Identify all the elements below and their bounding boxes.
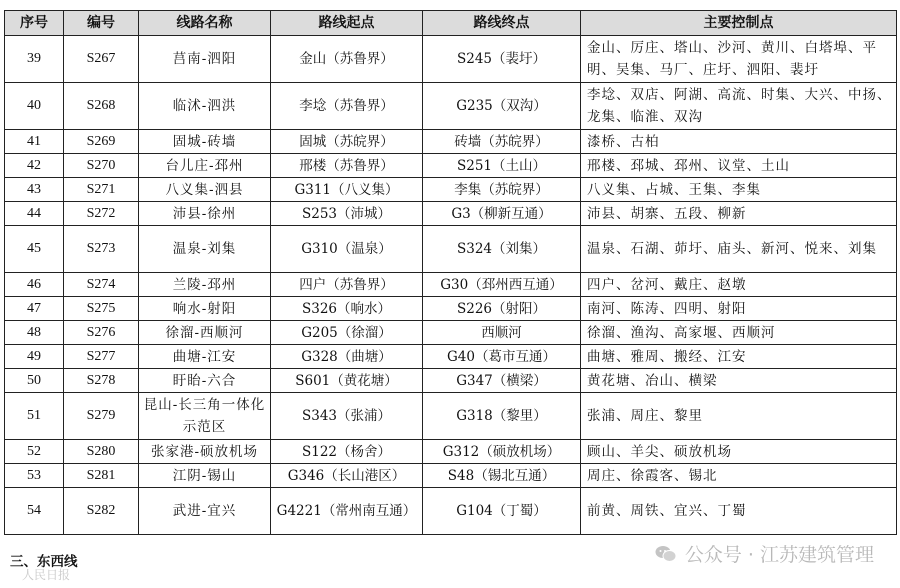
cell-name: 武进-宜兴 — [139, 488, 271, 535]
cell-name: 固城-砖墙 — [139, 130, 271, 154]
cell-seq: 39 — [5, 36, 64, 83]
cell-start: 邢楼（苏鲁界） — [271, 154, 423, 178]
cell-name: 温泉-刘集 — [139, 226, 271, 273]
cell-end: 西顺河 — [423, 321, 581, 345]
header-start: 路线起点 — [271, 11, 423, 36]
header-name: 线路名称 — [139, 11, 271, 36]
cell-end: G40（葛市互通） — [423, 345, 581, 369]
cell-seq: 47 — [5, 297, 64, 321]
cell-start: S122（杨舍） — [271, 440, 423, 464]
cell-seq: 51 — [5, 393, 64, 440]
cell-start: S601（黄花塘） — [271, 369, 423, 393]
cell-points: 金山、厉庄、塔山、沙河、黄川、白塔埠、平明、吴集、马厂、庄圩、泗阳、裴圩 — [581, 36, 897, 83]
cell-end: G104（丁蜀） — [423, 488, 581, 535]
cell-points: 漆桥、古柏 — [581, 130, 897, 154]
watermark-text: 公众号 · 江苏建筑管理 — [684, 544, 874, 566]
table-row — [5, 297, 897, 321]
header-end: 路线终点 — [423, 11, 581, 36]
cell-seq: 54 — [5, 488, 64, 535]
cell-code: S280 — [64, 440, 139, 464]
cell-start: G4221（常州南互通） — [271, 488, 423, 535]
cell-name: 台儿庄-邳州 — [139, 154, 271, 178]
cell-points: 南河、陈涛、四明、射阳 — [581, 297, 897, 321]
cell-points: 徐溜、渔沟、高家堰、西顺河 — [581, 321, 897, 345]
table-row — [5, 202, 897, 226]
cell-code: S268 — [64, 83, 139, 130]
cell-name: 盱眙-六合 — [139, 369, 271, 393]
cell-start: 四户（苏鲁界） — [271, 273, 423, 297]
cell-start: S343（张浦） — [271, 393, 423, 440]
cell-name: 江阴-锡山 — [139, 464, 271, 488]
table-row — [5, 226, 897, 273]
table-header-row — [5, 11, 897, 36]
cell-end: G347（横梁） — [423, 369, 581, 393]
cell-code: S281 — [64, 464, 139, 488]
cell-end: S48（锡北互通） — [423, 464, 581, 488]
cell-end: 砖墙（苏皖界） — [423, 130, 581, 154]
cell-name: 响水-射阳 — [139, 297, 271, 321]
cell-end: S324（刘集） — [423, 226, 581, 273]
table-row — [5, 83, 897, 130]
cell-points: 前黄、周铁、宜兴、丁蜀 — [581, 488, 897, 535]
cell-points: 八义集、占城、王集、李集 — [581, 178, 897, 202]
cell-points: 周庄、徐霞客、锡北 — [581, 464, 897, 488]
table-row — [5, 440, 897, 464]
cell-code: S282 — [64, 488, 139, 535]
cell-seq: 42 — [5, 154, 64, 178]
table-row — [5, 393, 897, 440]
cell-end: S245（裴圩） — [423, 36, 581, 83]
table-row — [5, 321, 897, 345]
cell-code: S275 — [64, 297, 139, 321]
cell-code: S272 — [64, 202, 139, 226]
table-row — [5, 130, 897, 154]
cell-points: 沛县、胡寨、五段、柳新 — [581, 202, 897, 226]
cell-start: S326（响水） — [271, 297, 423, 321]
cell-start: G346（长山港区） — [271, 464, 423, 488]
cell-start: 固城（苏皖界） — [271, 130, 423, 154]
cell-code: S276 — [64, 321, 139, 345]
cell-seq: 43 — [5, 178, 64, 202]
cell-code: S278 — [64, 369, 139, 393]
cell-name: 沛县-徐州 — [139, 202, 271, 226]
cell-name: 徐溜-西顺河 — [139, 321, 271, 345]
table-row — [5, 345, 897, 369]
cell-start: S253（沛城） — [271, 202, 423, 226]
cell-seq: 46 — [5, 273, 64, 297]
cell-points: 温泉、石湖、茆圩、庙头、新河、悦来、刘集 — [581, 226, 897, 273]
cell-start: G328（曲塘） — [271, 345, 423, 369]
cell-end: G235（双沟） — [423, 83, 581, 130]
cell-end: S226（射阳） — [423, 297, 581, 321]
cell-name: 曲塘-江安 — [139, 345, 271, 369]
cell-seq: 50 — [5, 369, 64, 393]
cell-start: G311（八义集） — [271, 178, 423, 202]
cell-points: 顾山、羊尖、硕放机场 — [581, 440, 897, 464]
cell-seq: 48 — [5, 321, 64, 345]
cell-name: 昆山-长三角一体化示范区 — [139, 393, 271, 440]
table-row — [5, 464, 897, 488]
wechat-icon — [655, 545, 677, 563]
cell-points: 张浦、周庄、黎里 — [581, 393, 897, 440]
cell-points: 四户、岔河、戴庄、赵墩 — [581, 273, 897, 297]
cell-end: G30（邳州西互通） — [423, 273, 581, 297]
table-row — [5, 273, 897, 297]
cell-code: S269 — [64, 130, 139, 154]
cell-points: 曲塘、雅周、搬经、江安 — [581, 345, 897, 369]
cell-start: 金山（苏鲁界） — [271, 36, 423, 83]
route-table — [4, 10, 897, 535]
cell-code: S267 — [64, 36, 139, 83]
corner-watermark: 人民日报 — [22, 568, 71, 582]
watermark — [655, 540, 874, 567]
cell-end: G318（黎里） — [423, 393, 581, 440]
cell-seq: 44 — [5, 202, 64, 226]
cell-code: S270 — [64, 154, 139, 178]
cell-points: 李埝、双店、阿湖、高流、时集、大兴、中扬、龙集、临淮、双沟 — [581, 83, 897, 130]
cell-name: 莒南-泗阳 — [139, 36, 271, 83]
section-title: 三、东西线 — [10, 554, 78, 570]
table-row — [5, 178, 897, 202]
cell-points: 黄花塘、冶山、横梁 — [581, 369, 897, 393]
header-code: 编号 — [64, 11, 139, 36]
table-row — [5, 369, 897, 393]
header-points: 主要控制点 — [581, 11, 897, 36]
cell-name: 临沭-泗洪 — [139, 83, 271, 130]
cell-seq: 45 — [5, 226, 64, 273]
cell-seq: 53 — [5, 464, 64, 488]
cell-seq: 40 — [5, 83, 64, 130]
cell-code: S279 — [64, 393, 139, 440]
cell-name: 张家港-硕放机场 — [139, 440, 271, 464]
cell-end: G312（硕放机场） — [423, 440, 581, 464]
cell-end: G3（柳新互通） — [423, 202, 581, 226]
cell-points: 邢楼、邳城、邳州、议堂、土山 — [581, 154, 897, 178]
table-row — [5, 36, 897, 83]
cell-code: S273 — [64, 226, 139, 273]
cell-name: 八义集-泗县 — [139, 178, 271, 202]
cell-start: G310（温泉） — [271, 226, 423, 273]
cell-start: G205（徐溜） — [271, 321, 423, 345]
table-row — [5, 154, 897, 178]
cell-code: S271 — [64, 178, 139, 202]
cell-start: 李埝（苏鲁界） — [271, 83, 423, 130]
cell-seq: 49 — [5, 345, 64, 369]
cell-code: S277 — [64, 345, 139, 369]
cell-end: 李集（苏皖界） — [423, 178, 581, 202]
cell-end: S251（土山） — [423, 154, 581, 178]
table-row — [5, 488, 897, 535]
cell-code: S274 — [64, 273, 139, 297]
cell-seq: 41 — [5, 130, 64, 154]
cell-name: 兰陵-邳州 — [139, 273, 271, 297]
header-seq: 序号 — [5, 11, 64, 36]
cell-seq: 52 — [5, 440, 64, 464]
